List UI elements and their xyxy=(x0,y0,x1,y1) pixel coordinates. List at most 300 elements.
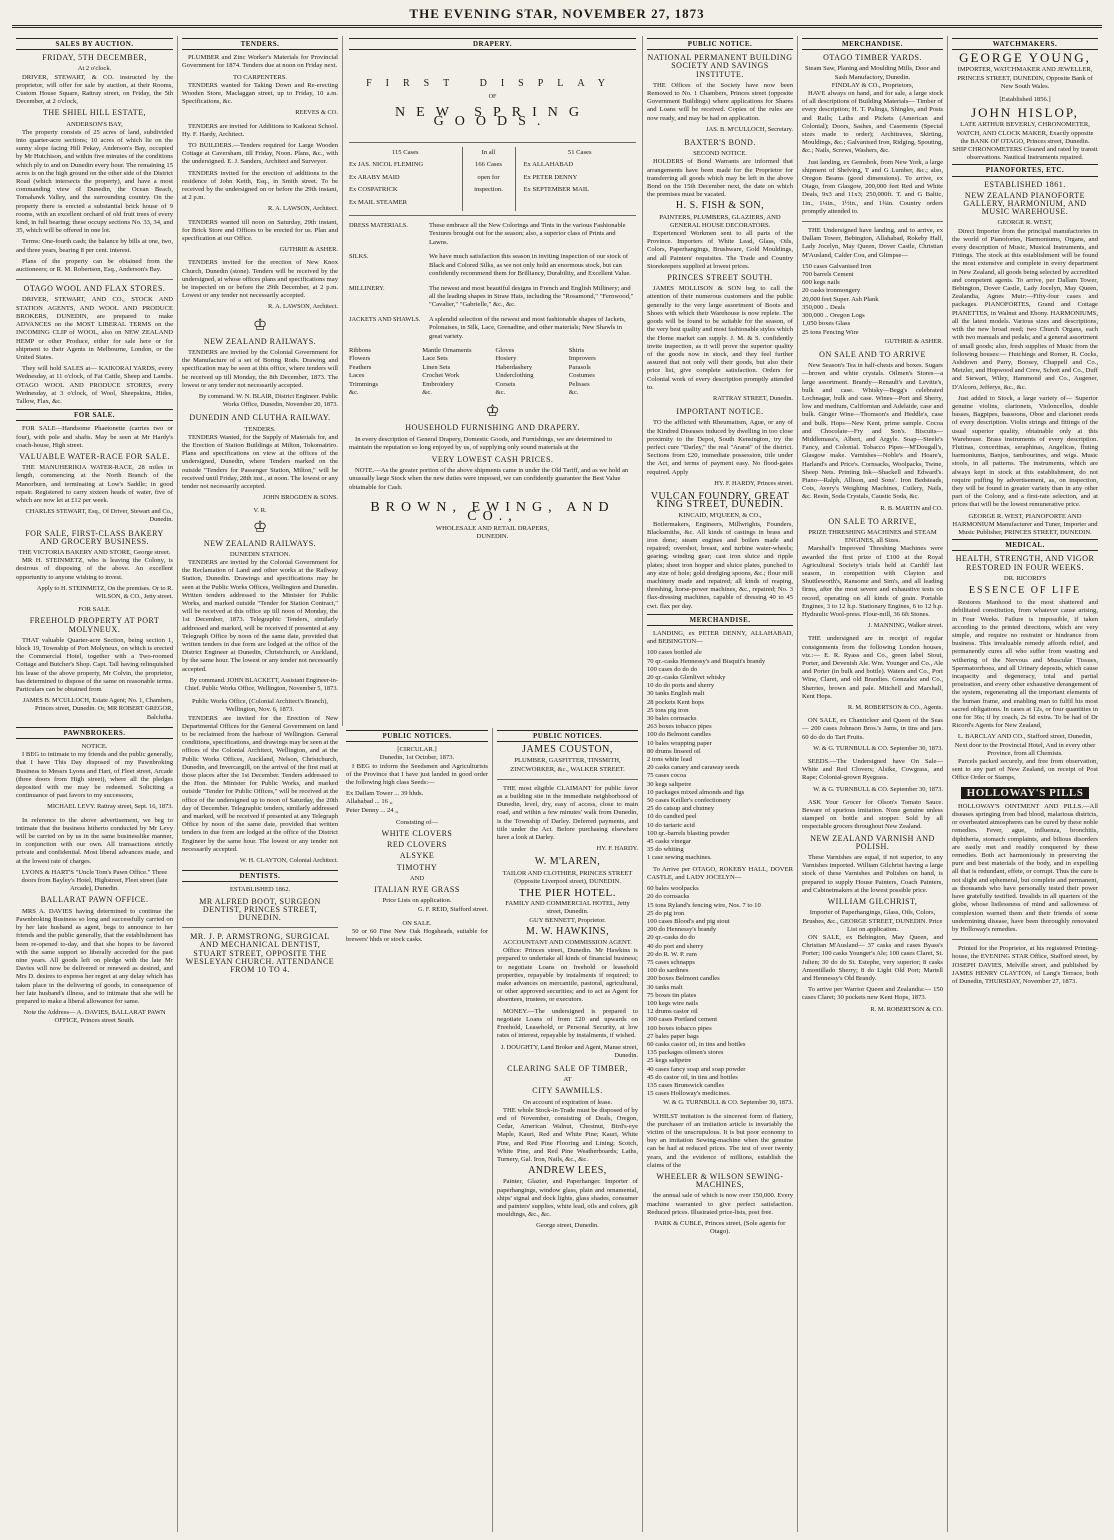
ad-signature: HY. F. HARDY. xyxy=(596,845,638,853)
list-item: 300,000 .. Oregon Logs xyxy=(802,312,865,320)
ad-subtitle: KINCAID, M'QUEEN, & CO., xyxy=(678,512,762,520)
ad-text: the annual sale of which is now over 150,000. Every machine warranted to give perfect satisfaction. Reduced prices. Illustrated price-lists, post free. xyxy=(647,1192,793,1216)
ad-signature: JAS. B. M'CULLOCH, Secretary. xyxy=(706,125,793,133)
section-header: PIANOFORTES, ETC. xyxy=(952,164,1098,176)
list-item: 100 qr.-barrels blasting powder xyxy=(647,829,730,837)
ad-signature: W. H. CLAYTON, Colonial Architect. xyxy=(239,857,338,865)
ad-subtitle: ESTABLISHED 1862. xyxy=(229,886,291,894)
list-item: Trimmings xyxy=(349,380,379,388)
list-item: 100 cases do do do xyxy=(647,665,698,673)
ad-text: Direct Importer from the principal manufactories in the world of Pianofortes, Harmoniums, Organs, and every description of Music, Musical Instruments, and Fittings. The stock at this establishment will be found the most extensive and complete in every department in New Zealand, all goods being selected by accredited and competent agents. To arrive, per Dallam Tower, Bebington, Dover Castle, Lady Jocelyn, May Queen, Zealandia, Agnes Muir:—Fifty-four cases and packages. PIANOFORTES, Grand and Cottage PIANETTES, in Walnut and Ebony. HARMONIUMS, all the latest models. Various sizes and descriptions, with the new broad reed; two Church Organs, each with two manuals and pedals; and a general assortment of small goods; also, fresh supplies of Music from the following houses:— Hutchings and Romer, R. Cocks, Ashdown and Parry, Boosey, Chappell and Co., Metzler, and Hopwood and Crew, Schott and Co., Duff and Stewart, Wiley, Hammond and Co., Augener, D'Alcorn, Jefferys, &c., &c. xyxy=(952,227,1098,391)
list-item: Improvers xyxy=(568,355,596,363)
ship-line: Ex ARABY MAID xyxy=(349,173,400,181)
ad-signature: R. A. LAWSON, Architect. xyxy=(268,303,338,311)
ad-subtitle: V. R. xyxy=(253,507,267,515)
ad-signature: REEVES & CO. xyxy=(295,109,338,117)
column-public-notices-1 xyxy=(342,728,492,1532)
list-item: Hosiery xyxy=(495,355,517,363)
list-item: Embroidery xyxy=(422,380,454,388)
list-item: 75 cases schnapps xyxy=(647,958,695,966)
ad-subtitle: IMPORTER, WATCHMAKER AND JEWELLER, PRINCES STREET, DUNEDIN, Opposite Bank of New South Wales. xyxy=(957,66,1093,90)
ad-text: WHILST imitation is the sincerest form of flattery, the purchaser of an imitation article is invariably the victim of the unscrupulous. It is but poor economy to buy an imitation Sewing-machine when the genuine can be had at reduced prices. The test of over twenty years, and the evidence of millions, establish the claims of the xyxy=(647,1112,793,1169)
list-item: 20 do R. W. P. rum xyxy=(647,950,697,958)
list-item: 25 tons Fencing Wire xyxy=(802,328,859,336)
ad-subtitle: AT xyxy=(563,1076,572,1084)
ad-text: DRIVER, STEWART, & CO. instructed by the proprietor, will offer for sale by auction, at their Rooms, Custom House Square, Rattray street, on Friday, the 5th December, at 2 o'clock, xyxy=(16,73,173,106)
ad-text: NOTE.—As the greater portion of the above shipments came in under the Old Tariff, and as we hold an unusually large Stock when the new duties were imposed, we can confidently guarantee the Best Value obtainable for Cash. xyxy=(349,467,629,491)
ad-title: THE PIER HOTEL. xyxy=(518,887,616,900)
ad-subtitle: FAMILY AND COMMERCIAL HOTEL, Jetty street, Dunedin. xyxy=(505,900,630,916)
ad-text: PLUMBER and Zinc Worker's Materials for Provincial Government for 1874. Tenders due at noon on Friday next. xyxy=(182,54,338,70)
ad-signature: J. MANNING, Walker street. xyxy=(868,622,943,630)
masthead: THE EVENING STAR, NOVEMBER 27, 1873 xyxy=(12,6,1102,28)
ad-text: THE MANUHERIKIA WATER-RACE, 28 miles in length, commencing at the North Branch of the Manorburn, and terminating at Low's Saddle; in good repair. Registered to carry sixteen heads of water, five of which are now let at £12 per week. xyxy=(16,464,173,504)
ad-title: FOR SALE. xyxy=(78,606,111,614)
ad-subtitle: DR. RICORD'S xyxy=(1003,574,1047,582)
ad-subtitle: LATE ARTHUR BEVERLY, CHRONOMETER, WATCH, AND CLOCK MAKER, Exactly opposite the BANK OF OTAGO, Princes street, Dunedin. xyxy=(956,121,1094,145)
ad-subtitle: ANDERSON'S BAY, xyxy=(66,120,123,128)
ad-text: In every description of General Drapery, Domestic Goods, and Furnishings, we are determined to maintain the reputation so long enjoyed by us, of supplying only sound materials at the xyxy=(349,435,613,452)
new-spring-goods-heading: NEW SPRING GOODS. xyxy=(395,105,590,129)
lowest-prices-heading: VERY LOWEST CASH PRICES. xyxy=(431,454,554,464)
ad-signature: By command. W. N. BLAIR, District Engineer. Public Works Office, Dunedin, November 20, 1873. xyxy=(198,392,338,409)
holloways-pills-banner: HOLLOWAY'S PILLS xyxy=(952,787,1098,799)
list-item: 600 kegs nails xyxy=(802,279,840,287)
ad-title: MR ALFRED BOOT, SURGEON DENTIST, PRINCES STREET, DUNEDIN. xyxy=(199,896,321,923)
ad-title: CITY SAWMILLS. xyxy=(532,1086,603,1096)
list-item: 60 bales woolpacks xyxy=(647,885,699,893)
list-item: AND xyxy=(409,874,425,882)
ad-subtitle: Dunedin, 1st October, 1873. xyxy=(379,754,455,762)
list-item: 20,000 feet Super. Ash Plank xyxy=(802,295,879,303)
ad-text: I BEG to inform the Seedsmen and Agriculturists of the Province that I have just landed in good order the following high class Seeds:— xyxy=(346,762,488,787)
sale-date: FRIDAY, 5TH DECEMBER, xyxy=(42,53,147,63)
crown-crest-icon: ♔ xyxy=(485,403,500,421)
section-header: MEDICAL. xyxy=(952,539,1098,551)
column-public-notices-2 xyxy=(492,728,642,1532)
ad-subtitle: THE VICTORIA BAKERY AND STORE, George street. xyxy=(18,548,171,556)
ad-subtitle: [CIRCULAR.] xyxy=(397,746,437,754)
ad-title: IMPORTANT NOTICE. xyxy=(676,407,764,417)
ad-title: OTAGO WOOL AND FLAX STORES. xyxy=(23,284,166,294)
ship-line: Ex PETER DENNY xyxy=(523,173,578,181)
ad-text: JAMES MOLLISON & SON beg to call the attention of their numerous customers and the public generally to the very large assortment of Boots and Shoes with which their Warehouse is now replete. The goods will be found to be suitable for the season, of the very best quality and most fashionable styles which the Home market can supply. J. M. & S. confidently invite inspection, as it will prove the superior quality of the goods now in stock, and they feel further assured that not only will their goods, but also their price list, give complete satisfaction. Orders for Colonial work of every description promptly attended to. xyxy=(647,285,793,391)
ad-signature: L. BARCLAY AND CO., Stafford street, Dunedin, Next door to the Provincial Hotel, And in every other Province, from all Chemists. xyxy=(954,733,1096,757)
section-header: MERCHANDISE. xyxy=(802,38,943,50)
total-line: 166 Cases xyxy=(475,161,502,169)
ad-signature: Apply to H. STEINMETZ, On the premises. Or to R. WILSON, & CO., Jetty street. xyxy=(36,584,173,600)
ad-text: Restores Manhood to the most shattered and debilitated constitution, from whatever cause arising, in Four Weeks. Failure is impossible, if taken according to the printed directions, which are very simple, and require no restraint or hindrance from business. This invaluable remedy affords relief, and permanently cures all who suffer from wasting and withering of the Nervous and Muscular Tissues, Spermatorrhoea, and all Urinary deposits, which cause incapacity and degeneracy, total and partial prostration, and every other exhaustive derangement of the system, regenerating all the important elements of the human frame, and enabling man to fulfil his most sacred obligations. In cases at 12s, or four quantities in one for 36s; if by coach, 2s 6d extra. To be had of Dr Ricord's Agents for New Zealand, xyxy=(952,599,1098,730)
ad-text: They will hold SALES at— KAIKORAI YARDS, every Wednesday, at 11 o'clock, of Fat Cattle, Sheep and Lambs. OTAGO WOOL AND PRODUCE STORES, every Wednesday, at 3 o'clock, of Wool, Sheepskins, Hides, Tallow, Flax, &c. xyxy=(16,365,173,405)
total-line: In all xyxy=(481,149,496,157)
ad-text: TENDERS are invited for the Erection of New Departmental Offices for the General Government on land to be reclaimed from the harbour of Wellington. General conditions, specifications, and drawings may be seen at the offices of the Colonial Architect, Wellington, and at the Public Works Offices, Auckland, Nelson, Christchurch, Dunedin, and Invercargill, on the arrival of the first mail at those places after the 1st December. Tenders addressed to the Hon. the Minister for Public Works, and marked outside "Tender for Public Offices," will be received at the office of the undersigned up to noon of Saturday, the 20th day of December. Telegraphic tenders, similarly addressed and marked, will be received if presented at any Telegraph Office by noon of the same date, provided that written tenders in due form are lodged at the office of the District Engineer by the same hour. The lowest or any tender not necessarily accepted. xyxy=(182,714,339,853)
ad-title: ON SALE AND TO ARRIVE xyxy=(819,349,926,359)
list-item: Gloves xyxy=(495,346,515,354)
list-item: 60 casks castor oil, in tins and bottles xyxy=(647,1040,746,1048)
section-header: PUBLIC NOTICES. xyxy=(497,730,638,742)
ad-text: THE Undersigned have landing, and to arrive, ex Dallam Tower, Bebington, Allahabad, Rokeby Hall, Lady Jocelyn, May Queen, Dover Castle, Christian M'Ausland, Calder Cou, and Glimpse— xyxy=(802,227,943,259)
list-item: 25 do catsup and chutney xyxy=(647,805,715,813)
ad-signature: R. B. MARTIN and CO. xyxy=(880,504,943,512)
list-item: 75 boxes tin plates xyxy=(647,991,697,999)
ad-title: W. M'LAREN, xyxy=(534,856,601,868)
imprint: Printed for the Proprietor, at his registered Printing-house, the EVENING STAR Office, Stafford street, by JOSEPH DAVIES, Melville street, and published by JAMES HENRY CLAYTON, of Lang's Terrace, both of Dunedin, THURSDAY, November 27, 1873. xyxy=(952,945,1098,985)
ad-text: Just landing, ex Gemsbok, from New York, a large shipment of Shelving, T and G Lumber, &c.; also, Oregon Beams (good dimensions). To arrive, ex Otago, from Glasgow, 200,000 feet Red and White Deals, 9x3 and 11x3; 250,000ft. T. and G Baltic, 1in., 1¼in., 1½in., and 1¾in. Country orders promptly attended to. xyxy=(802,158,943,215)
ad-title: H. S. FISH & SON, xyxy=(675,200,765,212)
ad-signature: By command. JOHN BLACKETT, Assistant Engineer-in-Chief. Public Works Office, Wellington, November 5, 1873. xyxy=(184,676,338,692)
column-watchmakers xyxy=(947,36,1102,1532)
ship-line: Ex SEPTEMBER MAIL xyxy=(523,186,590,194)
list-item: 263 boxes tobacco pipes xyxy=(647,723,712,731)
ship-line: Ex MAIL STEAMER xyxy=(349,198,407,206)
ad-subtitle: [Established 1856.] xyxy=(999,96,1051,104)
ad-text: MR H. STEINMETZ, who is leaving the Colony, is desirous of disposing of the above. An excellent opportunity to anyone wishing to invest. xyxy=(16,557,173,581)
list-item: Haberdashery xyxy=(495,363,533,371)
list-item: 30 bales cornsacks xyxy=(647,715,697,723)
ad-title: ESSENCE OF LIFE xyxy=(968,584,1082,596)
ad-subtitle: Importer of Paperhangings, Glass, Oils, Colors, Brushes, &c., GEORGE STREET, DUNEDIN. Price List on application. xyxy=(802,909,943,933)
ad-text: MRS A. DAVIES having determined to continue the Pawnbroking Business so long and successfully carried on by her late husband as agent, begs to announce to her friends and the public generally, that the establishment has been re-opened to-day, and that she hopes to be favored with the same support so liberally accorded for the past nine years. All goods left on pledge with the late Mr Davies will now be delivered or renewed as desired, and Mrs D. desires to express her regret at any delay which has taken place in the delivering of goods, in consequence of her late husband's illness, and to intimate that she will be prepared to make a liberal allowance for same. xyxy=(16,907,173,1005)
ad-text: THE Offices of the Society have now been Removed to No. 1 Chambers, Princes street (opposite Government Buildings) where applications for Shares and Loans will be received. Copies of the rules are now ready, and may be had on application. xyxy=(647,81,793,122)
ad-subtitle: ESTABLISHED 1861. xyxy=(984,179,1066,189)
list-item: 100 boxes tobacco pipes xyxy=(647,1024,712,1032)
column-tenders xyxy=(177,36,342,1532)
ad-subtitle: PLUMBER, GASFITTER, TINSMITH, ZINCWORKER, &c., WALKER STREET. xyxy=(510,757,625,773)
firm-subtitle: WHOLESALE AND RETAIL DRAPERS, xyxy=(435,525,550,533)
divider xyxy=(182,927,338,928)
list-item: 100 do Belmont candles xyxy=(647,731,711,739)
drapery-advertisement xyxy=(342,36,642,726)
ad-text: To Arrive per OTAGO, ROKEBY HALL, DOVER CASTLE, and LADY JOCELYN— xyxy=(647,865,793,881)
list-item: 10 bales wrapping paper xyxy=(647,739,712,747)
list-item: 700 barrels Cement xyxy=(802,271,854,279)
list-item: Parasols xyxy=(568,363,591,371)
list-item: 30 tanks malt xyxy=(647,983,683,991)
list xyxy=(647,885,793,1098)
ad-text: I BEG to intimate to my friends and the public generally, that I have This Day disposed of my Pawnbroking Business to Messrs Lyons and Hart, of Fleet street, Arcade (three doors from High street), where all the pledges deposited with me may be redeemed. Soliciting a continuance of past favors to my successors, xyxy=(16,751,173,800)
ad-signature: RATTRAY STREET, Dunedin. xyxy=(713,394,793,402)
ad-title: FREEHOLD PROPERTY AT PORT MOLYNEUX. xyxy=(29,616,160,634)
list-item: 100 cases Blood's and pig stout xyxy=(647,917,730,925)
ad-text: Experienced Workmen sent to all parts of the Province. Importers of White Lead, Glass, Oils, Colors, Paperhangings, Brushware, Gold Mouldings, and all Painters' requisites. The Trade and Country Storekeepers supplied at lowest prices. xyxy=(647,230,793,270)
list-item: Lace Sets xyxy=(422,355,448,363)
items-list xyxy=(349,347,636,397)
ad-title: TO CARPENTERS. xyxy=(232,73,288,81)
ad-text: HOLLOWAY'S OINTMENT AND PILLS.—All diseases springing from bad blood, malarious districts, or overheated atmospheres can be cured by these noble remedies. Fever, ague, influenza, bronchitis, diphtheria, stomach complaints, and bilious disorders are easily met and readily conquered by these remedies. Both act harmoniously in preserving the pure and best materials of the body, and in expelling all that is redundant, effete, or corrupt. Thus the cure is not slight and ephemeral, but complete and permanent, as thousands who have personally tested their power have gratefully testified. Invalids in all quarters of the globe, whose listlessness of mind and sallowness of complexion warned them and their friends of some undermining disease, have been thoroughly renovated by Holloway's remedies. xyxy=(952,802,1098,933)
list-item: 25 kegs saltpetre xyxy=(647,1057,692,1065)
section-header: SALES BY AUCTION. xyxy=(16,38,173,50)
ad-title: CLEARING SALE OF TIMBER, xyxy=(507,1063,628,1073)
list-item: 10 do do ports and sherry xyxy=(647,682,715,690)
dress-materials-row: DRESS MATERIALS. These embrace all the New Colorings and Tints in the various Fashionable Textures brought out for the season; also, a superior class of Prints and Lawns. xyxy=(349,222,626,246)
ad-title: WHEELER & WILSON SEWING-MACHINES, xyxy=(656,1172,784,1190)
ad-text: TENDERS are invited for Additions to Kaikorai School. Hy. F. Hardy, Architect. xyxy=(182,122,338,138)
ad-text: HAVE always on hand, and for sale, a large stock of all descriptions of Building Materials— Timber of every description; H. T. Palings, Shingles, and Posts and Rails; Laths and Pickets (American and Colonial); Doors, Sashes, and Casements (Special sizes made to order); Architraves, Skirting, Mouldings, &c.; Galvanised Iron, Ridging, Spouting, &c.; Nails, Screws, Washers, &c. xyxy=(802,90,943,155)
list-item: Ex Dallam Tower ... 39 hhds. xyxy=(346,790,424,798)
ad-title: VALUABLE WATER-RACE FOR SALE. xyxy=(19,451,170,461)
of-label: OF xyxy=(488,93,497,100)
list-item: Costumes xyxy=(568,372,595,380)
list-item: 15 cases Holloway's medicines. xyxy=(647,1090,731,1098)
list-item: 45 casks vinegar xyxy=(647,838,691,846)
list-item: 20 casks ironmongery xyxy=(802,287,861,295)
list-item: Crochet Work xyxy=(422,372,460,380)
ad-text: THE undersigned are in receipt of regular consignments from the following London houses, viz.:— E. R. Ryass and Co., green label Stout, Porter, and Devenish Ale. Wm. Younger and Co., Ale and Porter (in bulk and bottle). Waters and Co., Port Wine, Claret, and old Brandies. Gonzalez and Co., Sherries, brown and pale. Mitchell and Marshall, Kent Hops. xyxy=(802,635,943,700)
ad-signature: GUY BENNETT, Proprietor. xyxy=(529,916,606,924)
list-item: 25 do pig iron xyxy=(647,909,685,917)
list-item: RED CLOVERS xyxy=(387,840,447,850)
list-item: 30 tanks English malt xyxy=(647,690,705,698)
list-item: 20 do cornsacks xyxy=(647,893,690,901)
ad-title: M. W. HAWKINS, xyxy=(525,925,610,937)
list-item: Allahabad ... 16 „ xyxy=(346,798,393,806)
list-item: 28 pockets Kent hops xyxy=(647,698,704,706)
ad-signature: CHARLES STEWART, Esq., Of Driver, Stewart and Co., Dunedin. xyxy=(25,508,173,524)
list-item: 1,050 boxes Glass xyxy=(802,320,851,328)
ad-signature: W. & G. TURNBULL & CO. September 30, 1873. xyxy=(813,785,943,793)
crown-crest-icon: ♔ xyxy=(252,316,268,334)
ad-signature: W. & G. TURNBULL & CO. September 30, 1873. xyxy=(663,1099,793,1107)
ad-text: ON SALE, ex Chanticleer and Queen of the Seas— 200 cases Johnson Bros.'s Jams, in tins and jars. 60 do do do Tart Fruits. xyxy=(802,717,943,741)
list-item: Flowers xyxy=(349,355,371,363)
list-item: 70 qr.-casks Hennessy's and Bisquit's brandy xyxy=(647,657,766,665)
ad-signature: W. & G. TURNBULL & CO. September 30, 1873. xyxy=(813,744,943,752)
ad-signature: R. M. ROBERTSON & CO. xyxy=(870,1005,943,1013)
ad-signature: JAMES B. M'CULLOCH, Estate Agent; No. 1, Chambers, Princes street, Dunedin. Or, MR ROBERT GREGOR, Balclutha. xyxy=(22,697,173,721)
list-item: 40 cases fancy soap and soap powder xyxy=(647,1065,746,1073)
list xyxy=(802,263,943,337)
list-item: TIMOTHY xyxy=(396,862,438,872)
ad-text: Office: Princes street, Dunedin. Mr Hawkins is prepared to undertake all kinds of financial business; to negotiate Loans on freehold or leasehold properties, repayable by instalments if required; to make advances on mercantile, pastoral, agricultural, or other approved securities; and to act as Agent for absentees, trustees, or executors. xyxy=(497,947,638,1004)
ad-text: The property consists of 25 acres of land, subdivided into quarter-acre sections; 10 acres of which lie on the sunny slope facing Hill Pekay, Anderson's Bay, occupied by Mr Hutchison, and within five minutes of the conditions which ply to and on Dunedin every hour. The remaining 15 acres is on the high ground on the other side of the District Road (which intersects the property), and have a most commanding view of Dunedin, the Ocean Beach, Tomahawk Valley, and the surrounding country. On the property there is erected a substantial brick house of 9 rooms, with an excellent orchard of old fruit trees of every kind, in full bearing; these occupy sections No. 33, 34, and 35, which will be offered in one lot. xyxy=(16,128,173,235)
ad-title: JOHN HISLOP, xyxy=(971,105,1079,121)
ad-text: These Varnishes are equal, if not superior, to any Varnishes imported. William Gilchrist having a large stock of these Varnishes and Polishes on hand, is prepared to supply House Painters, Coach Painters, and Cabinetmakers at the lowest possible price. xyxy=(802,854,943,894)
silks-row: SILKS. We have much satisfaction this season in inviting inspection of our stock of Black and Colored Silks, as we not only hold an enormous stock, but can confidently recommend them for Brilliancy, Durability, and Excellent Value. xyxy=(349,253,632,278)
ad-text: In reference to the above advertisement, we beg to intimate that the business hitherto conducted by Mr Levy will be carried on by us in the same businesslike manner, in conjunction with our own. All transactions strictly private and confidential. Most liberal advances made, and at the lowest rate of charges. xyxy=(16,816,173,865)
list-item: 12 drums castor oil xyxy=(647,1008,698,1016)
list-item: 135 packages oilmen's stores xyxy=(647,1049,724,1057)
column-sales-by-auction xyxy=(12,36,177,1532)
list-item: 10 do tartaric acid xyxy=(647,821,695,829)
ad-title: OTAGO TIMBER YARDS. xyxy=(823,53,922,63)
ad-text: TENDERS are invited by the Colonial Government for the Manufacture of a set of Boring Rods. Drawing and specification may be seen at this office, where tenders will be received up till Monday, the 8th December, 1873. The lowest or any tender not necessarily accepted. xyxy=(182,348,338,389)
list-item: Pelisses xyxy=(568,380,590,388)
list-item: 100 kegs wire nails xyxy=(647,999,699,1007)
list-item: &c. xyxy=(422,388,432,396)
list-item: 300 cases Portland cement xyxy=(647,1016,718,1024)
ad-signature: HY. F. HARDY, Princes street. xyxy=(714,479,793,487)
ad-title: JAMES COUSTON, xyxy=(522,744,613,756)
ad-text: THAT valuable Quarter-acre Section, being section 1, block 19, Township of Port Molyneux, on which is erected the Commercial Hotel, together with a Two-roomed Cottage and Butcher's Shop. Capt. Tall having relinquished his lease of the above property, Mr Colvin, the proprietor, has determined to dispose of the same on reasonable terms. Particulars can be obtained from xyxy=(16,636,173,694)
ad-text: Marshall's Improved Threshing Machines were awarded the first prize of £100 at the Royal Agricultural Society's trials held at Cardiff last season, in competition with Clayton and Shuttleworth's, Ransome and Sim's, and all leading firms, after the most severe and exhaustive tests on record, operating on all kinds of grain. Portable Engines, 3 to 12 h.p. Stationary Engines, 6 to 12 h.p. Hydraulic Wool-press. Flour-mill, 36 6ft Stones. xyxy=(802,545,943,618)
first-display-heading: FIRST DISPLAY xyxy=(366,78,619,90)
ad-text: Boilermakers, Engineers, Millwrights, Founders, Blacksmiths, &c. All kinds of castings in brass and iron done; steam engines and boilers made and repaired; overshot, breast, and turbine water-wheels; gearing; winding gear; cast iron sluice and ripple plates; sheet iron hopper and sluice plates, punched to any size of hole; gold dredging spoons, &c.; flour mill machinery made and repaired; all kinds of reaping, threshing, horse-power machines, &c., repaired; No. 3 flax-dressing machines, capable of dressing 40 to 45 cwt. flax per day. xyxy=(647,520,793,610)
list-item: 50 cases Keiller's confectionery xyxy=(647,797,731,805)
total-line: inspection. xyxy=(474,186,503,194)
ad-text: ON SALE, ex Bebington, May Queen, and Christian M'Ausland— 37 casks and cases Byass's Porter; 100 casks Younger's Ale; 100 cases Claret, St. Julien; 30 do do St. Estephe, very superior; 8 casks Amontillado Sherry; 8 do Light Old Port; Martell and Hennessy's Old Brandy. xyxy=(802,933,943,982)
ad-text: DRIVER, STEWART, AND CO., STOCK AND STATION AGENTS, AND WOOL AND PRODUCE BROKERS, DUNEDIN, are prepared to make ADVANCES on the MOST LIBERAL TERMS on the INCOMING CLIP of WOOL, also on NEW ZEALAND HEMP or other Produce, either for sale here or for shipment to their Agents in Melbourne, London, or the United States. xyxy=(16,296,173,361)
ad-text: Plans of the property can be obtained from the auctioneers; or R. M. Robertson, Esq., Anderson's Bay. xyxy=(16,257,173,274)
list-item: 100 do sardines xyxy=(647,967,689,975)
divider xyxy=(952,939,1098,940)
divider xyxy=(802,221,943,222)
list-item: 35 do whiting xyxy=(647,846,684,854)
ad-subtitle: Public Works Office, (Colonial Architect's Branch), Wellington, Nov. 6, 1873. xyxy=(191,698,329,714)
ad-text: TO the afflicted with Rheumatism, Ague, or any of the Kindred Diseases induced by dwelling in too close proximity to the Depot, South Kensington, try the perfect cure "Darley," the real "Ararat" of the district. Sections from £20, immediate possession, title under the Act, and terms of payment easy. No flood-gates required. Apply xyxy=(647,419,793,476)
ad-text: THE most eligible CLAIMANT for public favor as a building site in the immediate neighborhood of Dunedin, level, dry, easy of access, close to main road, and within a few minutes' walk from Dunedin, is the Township of Darley. Deferred payments, and title under the Act. Before purchasing elsewhere have a look at Darley. xyxy=(497,784,638,842)
list-item: 20 casks canary and caraway seeds xyxy=(647,764,740,772)
column-public-notice xyxy=(642,36,797,1532)
total-line: open for xyxy=(477,173,500,181)
ad-text: HOLDERS of Bond Warrants are informed that arrangements have been made for the Proprietor for transferring all goods which may be left in the above Bond on the 15th December next, the date on which the premises must be vacated. xyxy=(647,158,793,199)
ad-signature: PARK & CUBLE, Princes street, (Sole agents for Otago). xyxy=(654,1220,786,1236)
ad-title: NATIONAL PERMANENT BUILDING SOCIETY AND SAVINGS INSTITUTE. xyxy=(647,53,793,79)
ad-title: DUNEDIN AND CLUTHA RAILWAY. xyxy=(189,413,331,423)
ad-title: NEW ZEALAND RAILWAYS. xyxy=(203,336,317,346)
ad-signature: MICHAEL LEVY. Rattray street, Sept. 16, 1873. xyxy=(47,803,173,811)
ad-text: SHIP CHRONOMETERS Cleaned and rated by transit observations. Nautical Instruments repaired. xyxy=(952,146,1098,162)
ad-title: NEW ZEALAND RAILWAYS. xyxy=(203,538,317,548)
list-item: 10 packages mixed almonds and figs xyxy=(647,788,745,796)
list-item: Laces xyxy=(349,372,365,380)
list-item: 30 kegs saltpetre xyxy=(647,780,692,788)
list-item: 80 drums linseed oil xyxy=(647,747,701,755)
list-item: ITALIAN RYE GRASS xyxy=(374,885,460,895)
ad-title: THE SHIEL HILL ESTATE, xyxy=(42,108,147,118)
ad-text: TO BUILDERS.—Tenders required for Large Wooden Cottage at Caversham, till Friday, Noon. Plans, &c., with the undersigned. E. J. Sanders, Architect and Surveyor. xyxy=(182,142,338,166)
ad-subtitle: PAINTERS, PLUMBERS, GLAZIERS, AND GENERAL HOUSE DECORATORS. xyxy=(659,213,781,229)
ad-subtitle: On account of expiration of lease. xyxy=(522,1098,613,1106)
ad-text: Just added to Stock, a large variety of— Superior genuine violins, clarionets, Violoncellos, double basses, Bagpipes, bassoons, Oboe and clarionet reeds of every description. Violin strings and fittings of the usual superior quality, obtainable only at this Warehouse. Brass instruments of every description. Flutinas, concertinas, seraphinas, Angelicas, fluting harmoniums, Banjos, tambourines, and wigs. Music stools, in all patterns. The instruments, which are always kept in stock at this establishment, do not require puffing by advertisement, as, on inspection, they will be found in greater variety than in any other part of the Colony, and a first-rate selection, and at prices that will be the lowest remunerative price. xyxy=(952,394,1098,509)
ad-subtitle: ACCOUNTANT AND COMMISSION AGENT. xyxy=(503,939,632,947)
list-item: 1 case sewing machines. xyxy=(647,854,712,862)
list-item: 100 cases bottled ale xyxy=(647,649,702,657)
list-item: 45 do castor oil, in tins and bottles xyxy=(647,1073,738,1081)
divider xyxy=(497,779,638,780)
section-header: MERCHANDISE. xyxy=(647,614,793,626)
ad-title: NEW ZEALAND VARNISH AND POLISH. xyxy=(810,833,935,851)
ad-signature: R. M. ROBERTSON & CO., Agents. xyxy=(847,704,943,712)
ad-signature: Note the Address— A. DAVIES, BALLARAT PAWN OFFICE, Princes street South. xyxy=(23,1009,166,1025)
ad-subtitle: Steam Saw, Planing and Moulding Mills, Door and Sash Manufactory, Dunedin. xyxy=(805,65,940,81)
list-item: 350,000 .. Deals xyxy=(802,303,846,311)
list-item: &c. xyxy=(349,388,359,396)
sale-time: At 2 o'clock. xyxy=(77,65,112,73)
list-item: 20 qr.-casks Glenlivet whisky xyxy=(647,674,726,682)
list-item: 135 cases Brunswick candles xyxy=(647,1081,725,1089)
section-header: DENTISTS. xyxy=(182,870,338,882)
firm-city: DUNEDIN. xyxy=(476,533,509,541)
millinery-row: MILLINERY. The newest and most beautiful designs in French and English Millinery; and all the leading shapes in Straw Hats, including the "Rosamond," "Fernwood," "Cavalier," "Gabrielle," &c., &c. xyxy=(349,284,634,309)
ad-title: PRINCES STREET SOUTH. xyxy=(667,273,773,283)
ad-signature: LYONS & HART'S "Uncle Tom's Pawn Office." Three doors from Bayley's Hotel, Highstreet, Fleet street (late Arcade), Dunedin. xyxy=(21,868,168,893)
ad-text: THE whole Stock-in-Trade must be disposed of by end of November, consisting of Deals, Oregon, Cedar, American Walnut, Chestnut, Bird's-eye Maple, Kauri, Red and White Pine; Kauri, White Pine, and Red Pine Flooring and Lining; Scotch, White Pine, and Red Pine Weatherboards; Laths, Turnery, Gal. Iron, Nails, &c., &c. xyxy=(497,1106,638,1163)
ad-text: TENDERS are invited by the Colonial Government for the Reclamation of Land and other works at the Railway Station, Dunedin. Drawings and specifications may be seen at the Public Works Offices, Wellington and Dunedin. Written tenders addressed to the Minister for Public Works, and marked outside "Tender for Station Contract," will be received at this office up till noon of Monday, the 1st December, 1873. Telegraphic Tenders, similarly addressed and marked, will be received if presented at any Telegraph Office by noon of the same date, provided that written tenders in due form are lodged at the office of the District Engineer at Dunedin, Christchurch, or Auckland, by the same hour. The lowest or any tender not necessarily accepted. xyxy=(182,558,338,673)
ad-title: BALLARAT PAWN OFFICE. xyxy=(40,895,149,905)
list-item: 27 bales paper bags xyxy=(647,1032,699,1040)
shipments-left xyxy=(349,147,462,211)
ad-subtitle: SECOND NOTICE. xyxy=(693,150,747,158)
list-item: 75 cases cocoa xyxy=(647,772,687,780)
ad-text: TENDERS invited for the erection of New Knox Church, Dunedin (stone). Tenders will be received by the undersigned, at whose offices plans and specifications may be inspected on or before the 29th December, at 2 p.m. Lowest or any tender not necessarily accepted. xyxy=(182,259,338,300)
ad-subtitle: TENDERS. xyxy=(244,425,276,433)
section-header: PUBLIC NOTICES. xyxy=(346,730,488,742)
ad-signature: JOHN BROGDEN & SONS. xyxy=(263,494,338,502)
section-header: FOR SALE. xyxy=(16,409,173,421)
ad-text: SEEDS.—The Undersigned have On Sale— White and Red Clovers; Alsike, Cowgrass, and Rape; Colonial-grown Ryegrass. xyxy=(802,758,943,782)
list-item: Peter Denny ... 24 „ xyxy=(346,806,399,814)
list-item: 200 do Hennessy's brandy xyxy=(647,926,717,934)
column-merchandise xyxy=(797,36,947,1532)
ad-subtitle: GEORGE R. WEST, xyxy=(997,219,1053,227)
list-item: &c. xyxy=(568,388,579,396)
firm-name: BROWN, EWING, AND CO., xyxy=(370,500,615,524)
ad-text: FOR SALE—Handsome Phaetonette (carries two or four), with pole and shafts. May be seen at Mr Hardy's coach-house, High street. xyxy=(16,425,173,449)
ship-line: Ex ALLAHABAD xyxy=(523,161,574,169)
cases-count: 115 Cases xyxy=(391,149,419,157)
crown-crest-icon: ♔ xyxy=(252,518,268,536)
ad-text: Parcels packed securely, and free from observation, sent to any part of New Zealand, on receipt of Post Office Order or Stamps, xyxy=(952,758,1098,782)
list-item: 150 cases Galvanised Iron xyxy=(802,262,872,270)
list-item: Corsets xyxy=(495,380,516,388)
ad-title: ON SALE TO ARRIVE, xyxy=(828,516,917,526)
section-header: PUBLIC NOTICE. xyxy=(647,38,793,50)
household-heading: HOUSEHOLD FURNISHING AND DRAPERY. xyxy=(405,423,580,433)
ad-signature: GUTHRIE & ASHER. xyxy=(279,246,338,254)
ad-text: TENDERS invited for the erection of additions to the residence of John Keith, Esq., in Smith street. To be received by the undersigned on or before the 29th instant, at 2 p.m. xyxy=(182,169,338,202)
ad-text: Terms: One-fourth cash; the balance by bills at one, two, and three years, bearing 8 per cent. interest. xyxy=(16,238,173,254)
ship-line: Ex COSPATRICK xyxy=(349,186,398,194)
list-item: 40 do port and sherry xyxy=(647,942,704,950)
ad-text: TENDERS wanted till noon on Saturday, 29th instant, for Brick Store and Offices to be erected for us. Plan and specification at our Office. xyxy=(182,218,338,243)
ad-text: Painter, Glazier, and Paperhanger. Importer of paperhangings, window glass, plain and ornamental, ships' signal and dock lights, glass shades, consumer and painters' supplies, white lead, oils and colors, gilt mouldings, &c., &c. xyxy=(497,1178,638,1219)
list xyxy=(647,649,793,862)
ad-subtitle: PRIZE THRESHING MACHINES and STEAM ENGINES, all Sizes. xyxy=(808,528,937,545)
ad-title: BAXTER'S BOND. xyxy=(684,138,756,148)
ad-signature: George street, Dunedin. xyxy=(536,1222,599,1230)
list-item: 10 do candied peel xyxy=(647,813,697,821)
ad-title: ON SALE. xyxy=(402,919,432,927)
divider xyxy=(16,279,173,280)
list-item: Underclothing xyxy=(495,372,534,380)
ad-text: TENDERS Wanted, for the Supply of Materials for, and the Erection of Station Buildings at Milton, Tokomairiro. Plans and specifications on view at the offices of the undersigned, Dunedin, where Tenders marked on the outside "Tenders for Passenger Station, Milton," will be received until Friday, 28th inst., at noon. The lowest or any tender not necessarily accepted. xyxy=(182,433,338,490)
ad-text: TENDERS wanted for Taking Down and Re-erecting Wooden Store, Maclaggan street, up to Friday, 10 a.m. Specifications, &c. xyxy=(182,81,338,106)
ad-text: ASK Your Grocer for Olson's Tomato Sauce. Beware of spurious imitation. None genuine unless stamped on bottle and stopper. Sold by all respectable grocers throughout New Zealand. xyxy=(802,798,943,831)
list-item: ALSYKE xyxy=(399,851,435,861)
ad-signature: G. F. REID, Stafford street. xyxy=(417,906,488,914)
section-header: WATCHMAKERS. xyxy=(952,38,1098,50)
ad-subtitle: Price Lists on application. xyxy=(382,897,452,905)
cases-count: 51 Cases xyxy=(567,149,592,157)
ad-subtitle: TAILOR AND CLOTHIER, PRINCES STREET (Opposite Liverpool street), DUNEDIN. xyxy=(502,869,633,885)
list-item: 2 tons white lead xyxy=(647,756,692,764)
list-item: 200 boxes Belmont candles xyxy=(647,975,720,983)
shipments-box xyxy=(349,142,636,216)
section-header: DRAPERY. xyxy=(349,38,636,50)
ad-title: WILLIAM GILCHRIST, xyxy=(827,897,918,907)
ad-text: MONEY.—The undersigned is prepared to negotiate Loans of from £20 and upwards on Freehold, Leasehold, or Personal Security, at low rates of interest, repayable by instalments, if wished. xyxy=(497,1007,638,1040)
ad-text: New Season's Tea in half-chests and boxes. Sugars—brown and white crystals. Oilmen's Stores—a large assortment. Brandy—Renault's and Levitte's, bulk and case. Whisky—Begg's celebrated Lochnagar, bulk and case. Wines—Port and Sherry, low and medium, Californian and Adelaide, case and bulk. Ginger Wine—Thomson's and Heddle's, case and bulk. Hops—New Kent, prime sample. Cocoa and Chocolate—Fry and Son's. Biscuits—Middlemass's, Albert, and Argyle. Soap—Steele's Fancy, and Colonial. Tobacco Pipes—M'Dougall's, Glasgow make. Varnishes—Noble's and Hoare's, Harland's and Price's. Cornsacks, Woolpacks, Twine, Sheep Nets. Printing Ink—Shackell and Edward's. Piano—Ralph, Allison, and Sons'. Iron Bedsteads, Cots, Avery's Weighing Machines, Cutlery, Nails, &c. Resin, Soda Crystals, Caustic Soda, &c. xyxy=(802,362,943,501)
ad-title: FOR SALE, FIRST-CLASS BAKERY AND GROCERY BUSINESS. xyxy=(25,528,164,546)
ad-text: To arrive per Warrior Queen and Zealandia:— 150 cases Claret; 30 pockets new Kent Hops, 1873. xyxy=(802,986,943,1002)
list-item: 25 tons pig iron xyxy=(647,706,689,714)
ad-subtitle: DUNEDIN STATION. xyxy=(229,550,291,558)
shipments-total xyxy=(462,147,516,211)
ad-text: LANDING, ex PETER DENNY, ALLAHABAD, and BEBINGTON— xyxy=(647,630,793,646)
columns xyxy=(12,36,1102,1532)
ship-line: Ex JAS. NICOL FLEMING xyxy=(349,161,424,169)
ad-subtitle: FINDLAY & CO., Proprietors, xyxy=(831,81,914,89)
